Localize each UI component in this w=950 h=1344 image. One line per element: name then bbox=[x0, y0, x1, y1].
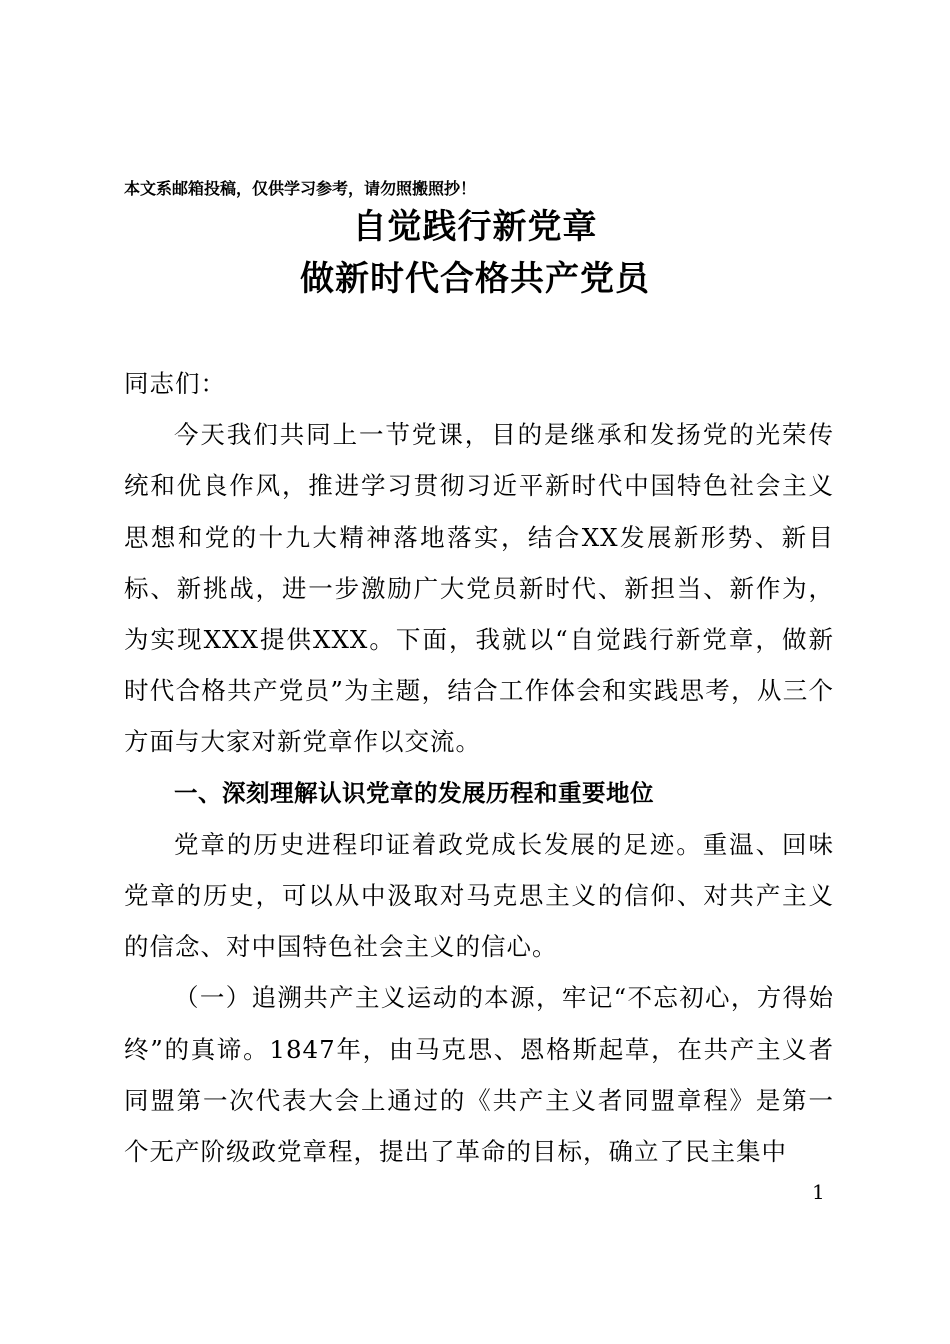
paragraph-history: 党章的历史进程印证着政党成长发展的足迹。重温、回味党章的历史，可以从中汲取对马克思主义的信仰、对共产主义的信念、对中国特色社会主义的信心。 bbox=[124, 829, 834, 962]
title-line-1: 自觉践行新党章 bbox=[352, 207, 598, 247]
section-heading-1: 一、深刻理解认识党章的发展历程和重要地位 bbox=[174, 778, 654, 807]
title-line-2: 做新时代合格共产党员 bbox=[300, 259, 650, 299]
paragraph-intro: 今天我们共同上一节党课，目的是继承和发扬党的光荣传统和优良作风，推进学习贯彻习近平新时代中国特色社会主义思想和党的十九大精神落地落实，结合XX发展新形势、新目标、新挑战，进一步激励广大党员新时代、新担当、新作为，为实现XXX提供XXX。下面，我就以“自觉践行新党章，做新时代合格共产党员”为主题，结合工作体会和实践思考，从三个方面与大家对新党章作以交流。 bbox=[124, 420, 834, 757]
salutation: 同志们： bbox=[124, 369, 226, 398]
submission-notice: 本文系邮箱投稿，仅供学习参考，请勿照搬照抄！ bbox=[124, 179, 477, 198]
page-number: 1 bbox=[812, 1180, 825, 1204]
paragraph-subsection-1: （一）追溯共产主义运动的本源，牢记“不忘初心，方得始终”的真谛。1847年，由马克思、恩格斯起草，在共产主义者同盟第一次代表大会上通过的《共产主义者同盟章程》是第一个无产阶级政党章程，提出了革命的目标，确立了民主集中 bbox=[124, 983, 834, 1167]
document-body bbox=[124, 358, 834, 1177]
